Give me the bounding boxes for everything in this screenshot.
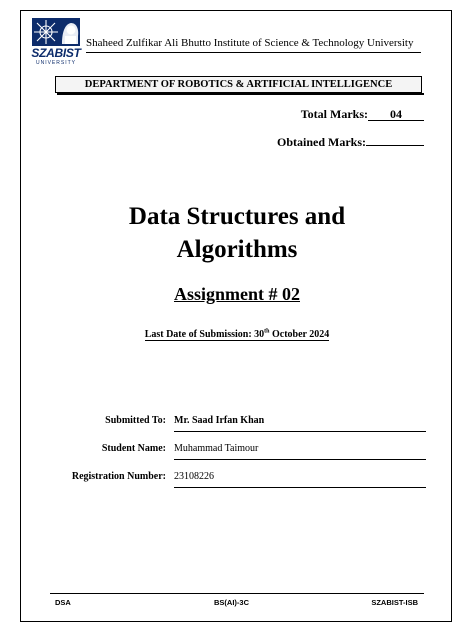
submitted-to-row bbox=[0, 415, 474, 435]
total-marks-label: Total Marks: bbox=[300, 107, 368, 121]
logo-wordmark: SZABIST bbox=[31, 46, 81, 60]
student-name-row bbox=[0, 443, 474, 463]
institute-name: Shaheed Zulfikar Ali Bhutto Institute of Science & Technology University bbox=[86, 37, 414, 49]
registration-number-row bbox=[0, 471, 474, 491]
student-name-value: Muhammad Taimour bbox=[174, 443, 426, 460]
course-title-line2: Algorithms bbox=[176, 236, 298, 263]
page-border bbox=[20, 10, 452, 622]
assignment-number: Assignment # 02 bbox=[173, 284, 300, 304]
obtained-marks-value bbox=[366, 145, 424, 146]
registration-number-value: 23108226 bbox=[174, 471, 426, 488]
total-marks-value: 04 bbox=[368, 108, 424, 121]
student-name-label: Student Name: bbox=[101, 443, 166, 454]
obtained-marks-label: Obtained Marks: bbox=[276, 135, 366, 149]
department-banner-shadow bbox=[57, 93, 424, 95]
assignment-heading bbox=[0, 284, 474, 305]
footer-course: DSA bbox=[55, 598, 71, 607]
footer-divider bbox=[50, 593, 424, 594]
deadline-text: Last Date of Submission: 30th October 2024 bbox=[144, 329, 330, 341]
footer-program: BS(AI)-3C bbox=[214, 598, 249, 607]
department-banner: DEPARTMENT OF ROBOTICS & ARTIFICIAL INTELLIGENCE bbox=[55, 76, 422, 93]
total-marks-row bbox=[301, 107, 424, 122]
submitted-to-label: Submitted To: bbox=[105, 415, 166, 426]
registration-number-label: Registration Number: bbox=[71, 471, 166, 482]
course-title-line1: Data Structures and bbox=[128, 203, 346, 230]
logo-subtext: UNIVERSITY bbox=[35, 60, 76, 66]
submitted-to-value: Mr. Saad Irfan Khan bbox=[174, 415, 426, 432]
logo-emblem bbox=[32, 18, 80, 46]
footer-campus: SZABIST-ISB bbox=[371, 598, 418, 607]
institute-underline bbox=[86, 52, 421, 53]
course-title bbox=[0, 200, 474, 266]
submission-deadline bbox=[0, 329, 474, 340]
szabist-logo bbox=[30, 18, 82, 68]
obtained-marks-row bbox=[277, 135, 424, 150]
